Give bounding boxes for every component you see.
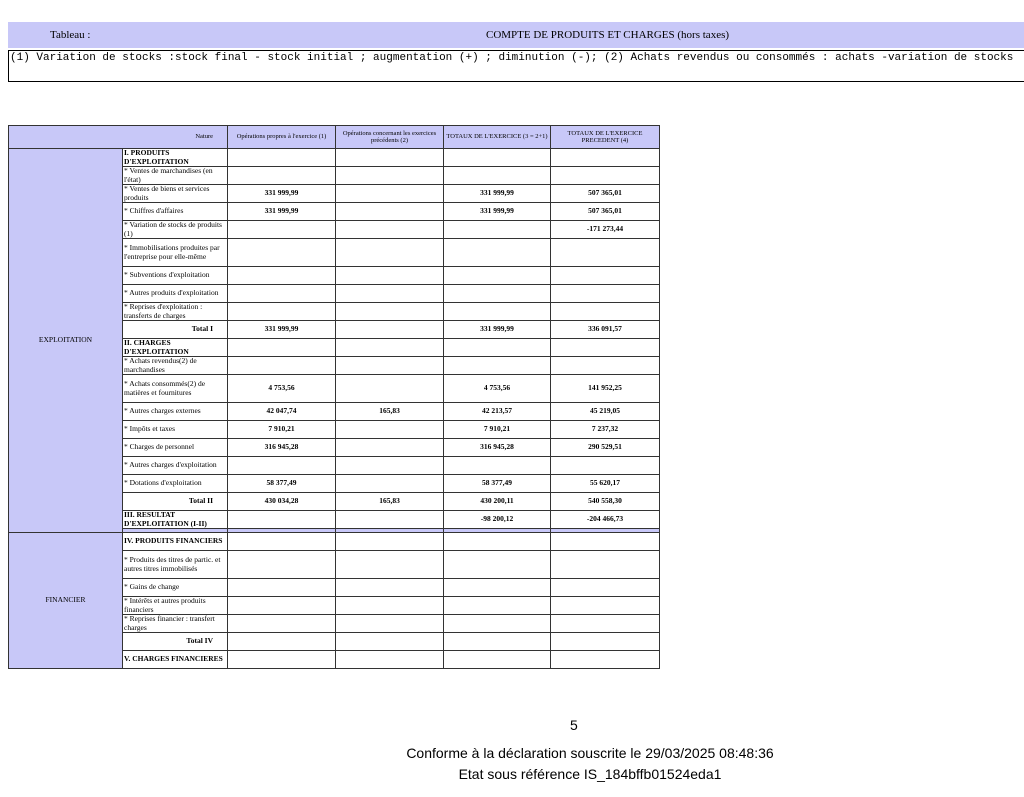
value-cell — [228, 221, 336, 239]
row-label: Total IV — [123, 633, 228, 651]
value-cell — [228, 149, 336, 167]
value-cell — [336, 597, 444, 615]
value-cell — [444, 551, 551, 579]
value-cell: 331 999,99 — [444, 185, 551, 203]
value-cell: 331 999,99 — [228, 185, 336, 203]
value-cell — [336, 511, 444, 529]
value-cell: 7 910,21 — [444, 421, 551, 439]
value-cell: 336 091,57 — [551, 321, 660, 339]
row-label: * Reprises d'exploitation : transferts de charges — [123, 303, 228, 321]
value-cell — [228, 267, 336, 285]
value-cell: 507 365,01 — [551, 185, 660, 203]
value-cell: 55 620,17 — [551, 475, 660, 493]
value-cell — [336, 651, 444, 669]
value-cell — [228, 167, 336, 185]
value-cell — [336, 375, 444, 403]
value-cell — [336, 267, 444, 285]
value-cell: 7 910,21 — [228, 421, 336, 439]
value-cell — [551, 551, 660, 579]
table-body — [9, 149, 660, 669]
value-cell — [551, 357, 660, 375]
footer-reference: Etat sous référence IS_184bffb01524eda1 — [458, 766, 722, 782]
row-label: III. RESULTAT D'EXPLOITATION (I-II) — [123, 511, 228, 529]
row-label: * Intérêts et autres produits financiers — [123, 597, 228, 615]
table-row — [9, 149, 660, 167]
value-cell — [444, 651, 551, 669]
value-cell — [336, 239, 444, 267]
value-cell: 4 753,56 — [444, 375, 551, 403]
value-cell — [444, 579, 551, 597]
value-cell: 331 999,99 — [228, 203, 336, 221]
value-cell: -171 273,44 — [551, 221, 660, 239]
row-label: * Produits des titres de partic. et autres titres immobilisés — [123, 551, 228, 579]
row-label: * Dotations d'exploitation — [123, 475, 228, 493]
row-label: * Impôts et taxes — [123, 421, 228, 439]
value-cell — [336, 203, 444, 221]
value-cell — [444, 597, 551, 615]
value-cell — [228, 551, 336, 579]
value-cell: 45 219,05 — [551, 403, 660, 421]
value-cell — [336, 533, 444, 551]
value-cell — [228, 633, 336, 651]
value-cell: 290 529,51 — [551, 439, 660, 457]
value-cell: -204 466,73 — [551, 511, 660, 529]
value-cell: 331 999,99 — [228, 321, 336, 339]
value-cell: 42 047,74 — [228, 403, 336, 421]
value-cell: 58 377,49 — [228, 475, 336, 493]
value-cell: 316 945,28 — [444, 439, 551, 457]
row-label: * Immobilisations produites par l'entreprise pour elle-même — [123, 239, 228, 267]
value-cell — [336, 421, 444, 439]
row-label: Total II — [123, 493, 228, 511]
value-cell — [228, 457, 336, 475]
row-label: * Charges de personnel — [123, 439, 228, 457]
value-cell — [336, 439, 444, 457]
value-cell — [228, 357, 336, 375]
value-cell — [551, 597, 660, 615]
footer-conformity: Conforme à la déclaration souscrite le 29/03/2025 08:48:36 — [406, 745, 774, 761]
value-cell: 507 365,01 — [551, 203, 660, 221]
row-label: * Autres produits d'exploitation — [123, 285, 228, 303]
row-label: * Achats revendus(2) de marchandises — [123, 357, 228, 375]
value-cell — [444, 615, 551, 633]
row-label: IV. PRODUITS FINANCIERS — [123, 533, 228, 551]
document-title: COMPTE DE PRODUITS ET CHARGES (hors taxes) — [486, 29, 730, 41]
value-cell — [444, 633, 551, 651]
value-cell: 4 753,56 — [228, 375, 336, 403]
value-cell — [444, 285, 551, 303]
value-cell — [228, 303, 336, 321]
value-cell — [551, 615, 660, 633]
value-cell — [336, 615, 444, 633]
value-cell — [336, 285, 444, 303]
value-cell: 430 034,28 — [228, 493, 336, 511]
table-header-row — [9, 126, 660, 149]
value-cell — [336, 149, 444, 167]
value-cell — [551, 651, 660, 669]
value-cell — [444, 167, 551, 185]
title-bar — [8, 22, 1024, 48]
value-cell — [551, 149, 660, 167]
value-cell — [444, 221, 551, 239]
row-label: * Subventions d'exploitation — [123, 267, 228, 285]
row-label: * Chiffres d'affaires — [123, 203, 228, 221]
value-cell — [551, 267, 660, 285]
value-cell — [444, 357, 551, 375]
row-label: * Ventes de marchandises (en l'état) — [123, 167, 228, 185]
value-cell — [551, 579, 660, 597]
value-cell — [444, 303, 551, 321]
footnote-box: (1) Variation de stocks :stock final - stock initial ; augmentation (+) ; diminution (-); (2) Achats revendus ou consommés : achats -variation de stocks — [8, 50, 1024, 82]
value-cell — [228, 579, 336, 597]
row-label: I. PRODUITS D'EXPLOITATION — [123, 149, 228, 167]
value-cell — [444, 339, 551, 357]
row-label: II. CHARGES D'EXPLOITATION — [123, 339, 228, 357]
income-statement-table — [8, 125, 660, 669]
value-cell: 165,83 — [336, 493, 444, 511]
col-header-current-ops: Opérations propres à l'exercice (1) — [228, 126, 336, 149]
value-cell: 165,83 — [336, 403, 444, 421]
value-cell — [228, 651, 336, 669]
value-cell — [336, 321, 444, 339]
value-cell: 58 377,49 — [444, 475, 551, 493]
value-cell — [336, 339, 444, 357]
value-cell — [444, 533, 551, 551]
row-label: Total I — [123, 321, 228, 339]
value-cell — [551, 339, 660, 357]
value-cell — [551, 239, 660, 267]
value-cell — [336, 185, 444, 203]
page-number: 5 — [570, 717, 578, 733]
col-header-nature: Nature — [9, 126, 228, 149]
section-label: FINANCIER — [9, 533, 123, 669]
value-cell: 316 945,28 — [228, 439, 336, 457]
value-cell: 540 558,30 — [551, 493, 660, 511]
table-row — [9, 533, 660, 551]
value-cell — [551, 167, 660, 185]
value-cell — [444, 239, 551, 267]
value-cell — [551, 285, 660, 303]
value-cell: 430 200,11 — [444, 493, 551, 511]
row-label: * Variation de stocks de produits (1) — [123, 221, 228, 239]
value-cell: 7 237,32 — [551, 421, 660, 439]
value-cell — [336, 221, 444, 239]
value-cell — [228, 239, 336, 267]
tableau-label: Tableau : — [50, 29, 91, 41]
value-cell — [551, 457, 660, 475]
row-label: * Ventes de biens et services produits — [123, 185, 228, 203]
value-cell: -98 200,12 — [444, 511, 551, 529]
value-cell — [228, 533, 336, 551]
value-cell: 141 952,25 — [551, 375, 660, 403]
value-cell — [336, 551, 444, 579]
row-label: * Autres charges d'exploitation — [123, 457, 228, 475]
value-cell — [336, 579, 444, 597]
value-cell — [336, 303, 444, 321]
row-label: * Achats consommés(2) de matières et fournitures — [123, 375, 228, 403]
row-label: * Gains de change — [123, 579, 228, 597]
value-cell — [444, 267, 551, 285]
value-cell — [228, 339, 336, 357]
value-cell — [551, 303, 660, 321]
row-label: V. CHARGES FINANCIERES — [123, 651, 228, 669]
value-cell — [228, 285, 336, 303]
value-cell — [336, 475, 444, 493]
section-label: EXPLOITATION — [9, 149, 123, 533]
value-cell — [228, 511, 336, 529]
value-cell: 331 999,99 — [444, 203, 551, 221]
col-header-previous-ops: Opérations concernant les exercices précédents (2) — [336, 126, 444, 149]
col-header-totals-current: TOTAUX DE L'EXERCICE (3 = 2+1) — [444, 126, 551, 149]
value-cell: 331 999,99 — [444, 321, 551, 339]
value-cell — [444, 457, 551, 475]
value-cell — [228, 615, 336, 633]
value-cell — [336, 167, 444, 185]
value-cell: 42 213,57 — [444, 403, 551, 421]
value-cell — [336, 357, 444, 375]
value-cell — [444, 149, 551, 167]
value-cell — [336, 633, 444, 651]
value-cell — [228, 597, 336, 615]
row-label: * Autres charges externes — [123, 403, 228, 421]
col-header-totals-previous: TOTAUX DE L'EXERCICE PRECEDENT (4) — [551, 126, 660, 149]
value-cell — [551, 533, 660, 551]
row-label: * Reprises financier : transfert charges — [123, 615, 228, 633]
value-cell — [551, 633, 660, 651]
value-cell — [336, 457, 444, 475]
